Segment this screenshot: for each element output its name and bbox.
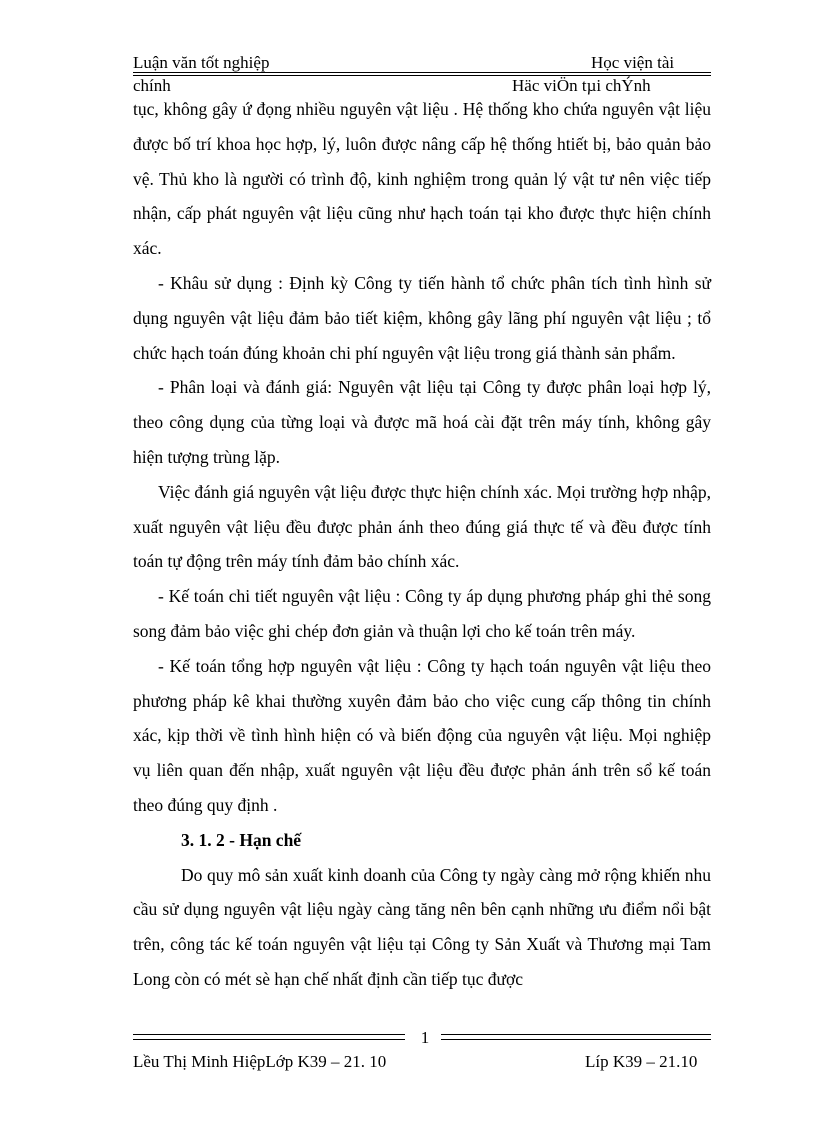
footer-rule-right-top [441, 1034, 711, 1035]
header-rule [133, 72, 711, 73]
paragraph-general-accounting: - Kế toán tổng hợp nguyên vật liệu : Công ty hạch toán nguyên vật liệu theo phương pháp kê khai thường xuyên đảm bảo cho việc cung cấp thông tin chính xác, kịp thời về tình hình hiện có và biến động của nguyên vật liệu. Mọi nghiệp vụ liên quan đến nhập, xuất nguyên vật liệu đều được phản ánh trên sổ kế toán theo đúng quy định . [133, 655, 711, 815]
paragraph-detail-accounting: - Kế toán chi tiết nguyên vật liệu : Công ty áp dụng phương pháp ghi thẻ song song đảm bảo việc ghi chép đơn giản và thuận lợi cho kế toán trên máy. [133, 586, 711, 641]
paragraph-classification: - Phân loại và đánh giá: Nguyên vật liệu tại Công ty được phân loại hợp lý, theo công dụng của từng loại và được mã hoá cài đặt trên máy tính, không gây hiện tượng trùng lặp. [133, 377, 711, 467]
paragraph-usage: - Khâu sử dụng : Định kỳ Công ty tiến hành tổ chức phân tích tình hình sử dụng nguyên vật liệu đảm bảo tiết kiệm, không gây lãng phí nguyên vật liệu ; tổ chức hạch toán đúng khoản chi phí nguyên vật liệu trong giá thành sản phẩm. [133, 272, 711, 363]
paragraph-warehouse: tục, không gây ứ đọng nhiều nguyên vật liệu . Hệ thống kho chứa nguyên vật liệu được bố trí khoa học hợp, lý, luôn được nâng cấp hệ thống htiết bị, bảo quản bảo vệ. Thủ kho là người có trình độ, kinh nghiệm trong quản lý vật tư nên việc tiếp nhận, cấp phát nguyên vật liệu cũng như hạch toán tại kho được thực hiện chính xác. [133, 99, 711, 259]
header-institute-continued: chính [133, 76, 171, 95]
footer-class: Líp K39 – 21.10 [585, 1052, 698, 1071]
footer-author: Lều Thị Minh HiệpLớp K39 – 21. 10 [133, 1052, 387, 1071]
body-text [133, 92, 711, 997]
footer-rule-left-bottom [133, 1039, 405, 1040]
header-institute-encoded: Häc viÖn tµi chÝnh [512, 76, 651, 95]
paragraph-valuation: Việc đánh giá nguyên vật liệu được thực hiện chính xác. Mọi trường hợp nhập, xuất nguyên vật liệu đều được phản ánh theo đúng giá thực tế và đều được tính toán tự động trên máy tính đảm bảo chính xác. [133, 481, 711, 572]
page-number: 1 [420, 1028, 430, 1047]
section-heading [133, 823, 711, 858]
paragraph-limitations: Do quy mô sản xuất kinh doanh của Công ty ngày càng mở rộng khiến nhu cầu sử dụng nguyên vật liệu ngày càng tăng nên bên cạnh những ưu điểm nổi bật trên, công tác kế toán nguyên vật liệu tại Công ty Sản Xuất và Thương mại Tam Long còn có mét sè hạn chế nhất định cần tiếp tục được [133, 864, 711, 989]
footer-rule-right-bottom [441, 1039, 711, 1040]
header-thesis-label: Luận văn tốt nghiệp [133, 53, 270, 72]
header-institute-label: Học viện tài [591, 53, 675, 72]
section-heading-number: 3. 1. 2 - [181, 829, 240, 850]
footer-rule-left-top [133, 1034, 405, 1035]
section-heading-title: Hạn chế [239, 829, 302, 850]
